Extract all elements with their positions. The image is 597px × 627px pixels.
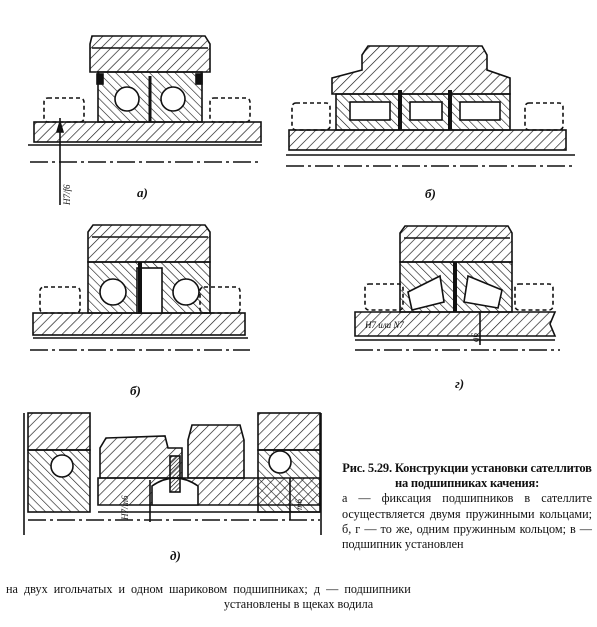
subfigure-a — [28, 36, 262, 205]
label-b: б) — [425, 186, 436, 201]
tolerance-a: H7/f6 — [62, 184, 72, 205]
caption-tail-line1: на двух игольчатых и одном шариковом подшипниках; д — подшипники — [6, 582, 411, 596]
subfigure-d — [24, 413, 321, 535]
caption-tail-line2: установлены в щеках водила — [223, 597, 374, 612]
caption-title: Рис. 5.29. Конструкции установки сателлитов на подшипниках качения: — [342, 461, 592, 491]
tolerance-g1: H7 или N7 — [365, 320, 404, 330]
tolerance-d2: m6 — [294, 499, 304, 510]
label-g: г) — [455, 376, 465, 391]
figure-caption — [342, 461, 592, 552]
label-d: д) — [170, 548, 181, 563]
subfigure-b — [286, 46, 575, 166]
tolerance-d1: H7/m6 — [120, 495, 130, 520]
subfigure-g — [355, 226, 560, 350]
label-v: б) — [130, 383, 141, 398]
caption-body: а — фиксация подшипников в сателлите осуществляется двумя пружинными кольцами; б, г — то же, одним пружинным кольцом; в — подшипник установлен — [342, 491, 592, 552]
subfigure-v — [30, 225, 250, 350]
tolerance-g2: g6 — [470, 333, 480, 342]
label-a: а) — [137, 185, 148, 200]
caption-continuation — [0, 582, 597, 612]
